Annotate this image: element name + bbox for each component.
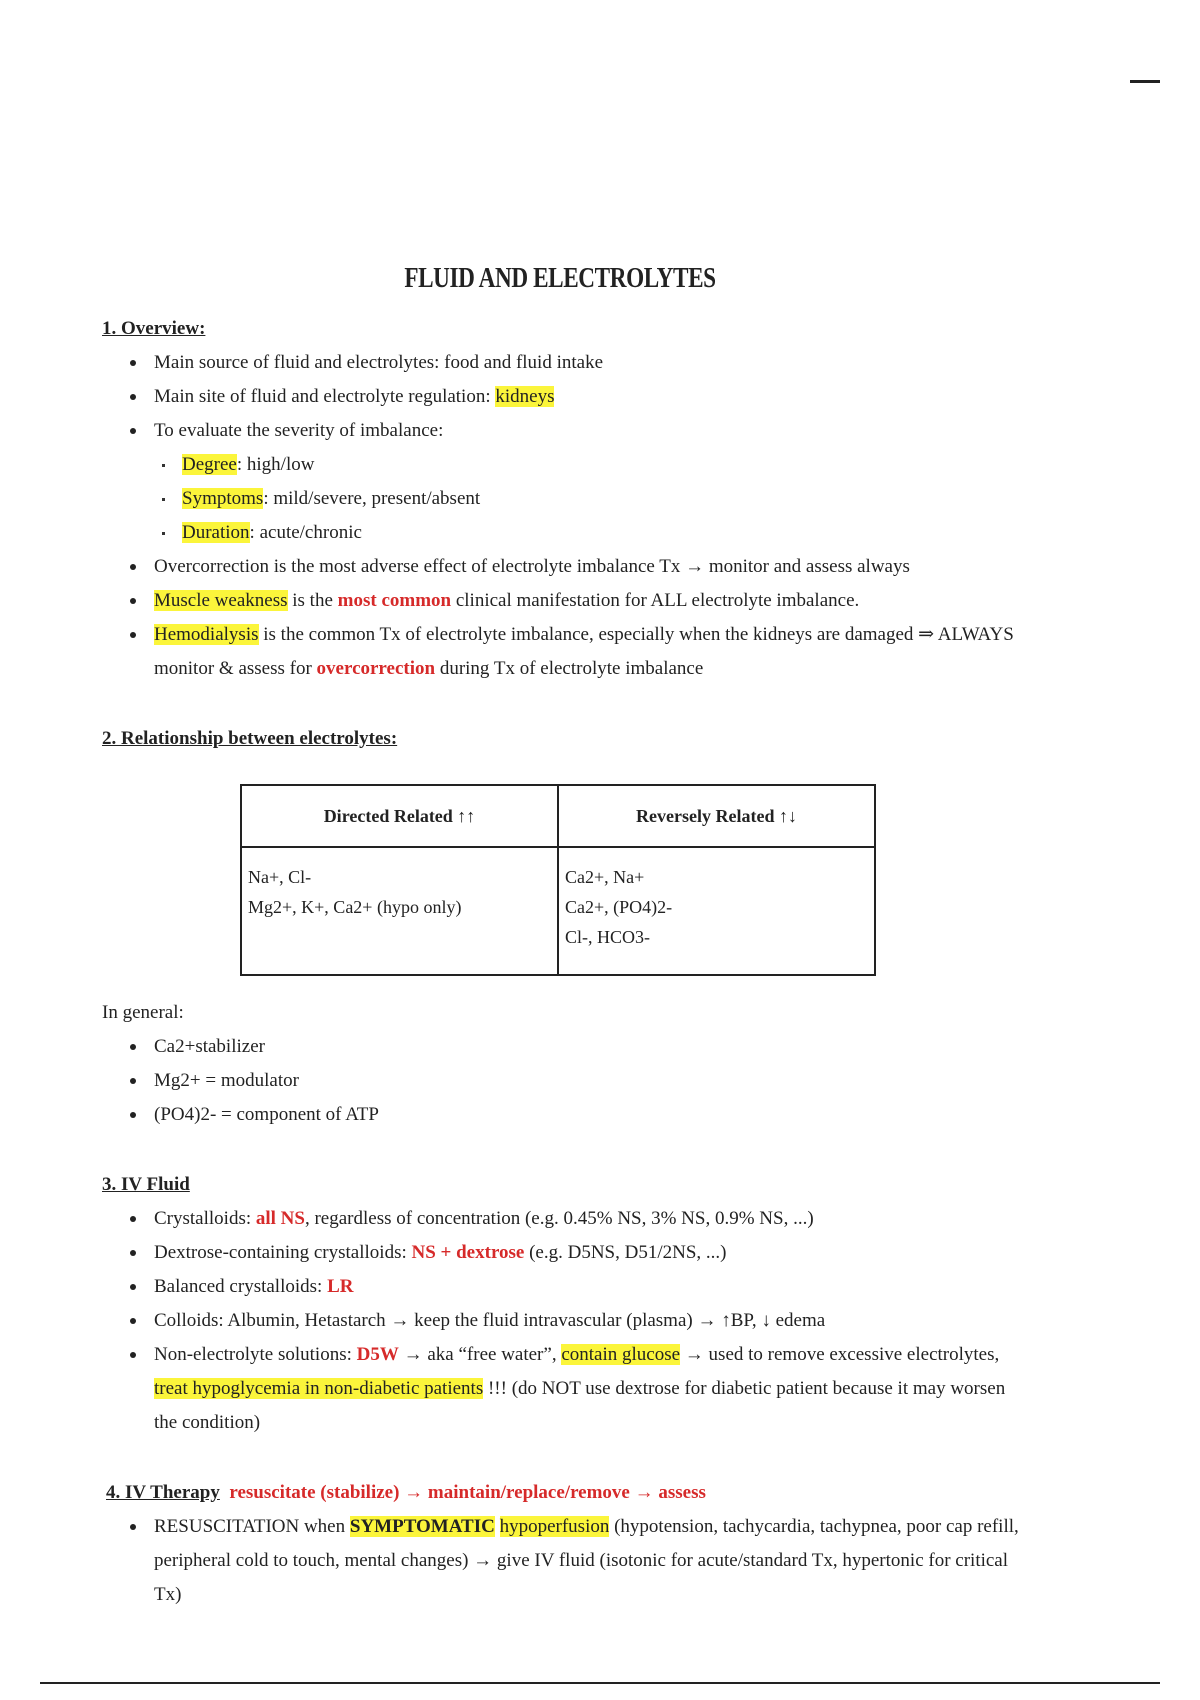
cell-line: Ca2+, (PO4)2- xyxy=(565,897,673,917)
document-body xyxy=(102,312,1032,1612)
table-header-directed: Directed Related ↑↑ xyxy=(241,785,558,847)
list-item: Non-electrolyte solutions: D5W → aka “free water”, contain glucose → used to remove excessive electrolytes, treat hypoglycemia in non-diabetic patients !!! (do NOT use dextrose for diabetic patient because it may worsen the condition) xyxy=(102,1338,1032,1440)
in-general-label: In general: xyxy=(102,1002,184,1023)
highlight: SYMPTOMATIC xyxy=(349,1516,495,1537)
list-item: Main site of fluid and electrolyte regulation: kidneys xyxy=(102,380,1032,414)
highlight: Degree xyxy=(182,454,237,475)
general-list xyxy=(102,1030,1032,1132)
emphasis: LR xyxy=(327,1276,354,1297)
highlight: contain glucose xyxy=(561,1344,681,1365)
highlight: kidneys xyxy=(495,386,555,407)
highlight: Symptoms xyxy=(182,488,264,509)
page-title: FLUID AND ELECTROLYTES xyxy=(404,262,716,294)
list-item: Main source of fluid and electrolytes: food and fluid intake xyxy=(102,346,1032,380)
list-item: Balanced crystalloids: LR xyxy=(102,1270,1032,1304)
list-item: To evaluate the severity of imbalance: xyxy=(102,414,1032,448)
list-item: RESUSCITATION when SYMPTOMATIC hypoperfusion (hypotension, tachycardia, tachypnea, poor cap refill, peripheral cold to touch, mental changes) → give IV fluid (isotonic for acute/standard Tx, hypertonic for critical Tx) xyxy=(102,1510,1032,1612)
sub-list-item: Duration: acute/chronic xyxy=(102,516,1032,550)
cell-line: Ca2+, Na+ xyxy=(565,867,645,887)
table-header-reversely: Reversely Related ↑↓ xyxy=(558,785,875,847)
iv-therapy-list xyxy=(102,1510,1032,1612)
therapy-steps: resuscitate (stabilize) → maintain/replace/remove → assess xyxy=(229,1482,706,1503)
list-item: (PO4)2- = component of ATP xyxy=(102,1098,1032,1132)
list-item: Muscle weakness is the most common clinical manifestation for ALL electrolyte imbalance. xyxy=(102,584,1032,618)
highlight: Duration xyxy=(182,522,250,543)
section-overview-heading: 1. Overview: xyxy=(102,318,206,339)
emphasis: most common xyxy=(337,590,452,611)
top-dash-mark xyxy=(1130,80,1160,83)
relationship-table xyxy=(240,784,876,976)
emphasis: overcorrection xyxy=(316,658,436,679)
list-item: Dextrose-containing crystalloids: NS + dextrose (e.g. D5NS, D51/2NS, ...) xyxy=(102,1236,1032,1270)
list-item: Overcorrection is the most adverse effect of electrolyte imbalance Tx → monitor and assess always xyxy=(102,550,1032,584)
bottom-rule xyxy=(40,1682,1160,1684)
list-item: Mg2+ = modulator xyxy=(102,1064,1032,1098)
list-item: Crystalloids: all NS, regardless of concentration (e.g. 0.45% NS, 3% NS, 0.9% NS, ...) xyxy=(102,1202,1032,1236)
emphasis: D5W xyxy=(356,1344,399,1365)
overview-list xyxy=(102,346,1032,686)
section-iv-therapy-heading: 4. IV Therapy resuscitate (stabilize) → maintain/replace/remove → assess xyxy=(106,1482,706,1503)
highlight: hypoperfusion xyxy=(499,1516,610,1537)
table-cell-directed xyxy=(241,847,558,975)
highlight: Muscle weakness xyxy=(154,590,288,611)
list-item: Colloids: Albumin, Hetastarch → keep the fluid intravascular (plasma) → ↑BP, ↓ edema xyxy=(102,1304,1032,1338)
cell-line: Mg2+, K+, Ca2+ (hypo only) xyxy=(248,897,462,917)
emphasis: NS + dextrose xyxy=(411,1242,525,1263)
iv-fluid-list xyxy=(102,1202,1032,1440)
section-iv-fluid-heading: 3. IV Fluid xyxy=(102,1174,190,1195)
list-item: Ca2+stabilizer xyxy=(102,1030,1032,1064)
sub-list-item: Degree: high/low xyxy=(102,448,1032,482)
table-cell-reversely xyxy=(558,847,875,975)
emphasis: all NS xyxy=(255,1208,305,1229)
section-relationship-heading: 2. Relationship between electrolytes: xyxy=(102,728,398,749)
highlight: Hemodialysis xyxy=(154,624,259,645)
highlight: treat hypoglycemia in non-diabetic patients xyxy=(154,1378,484,1399)
cell-line: Na+, Cl- xyxy=(248,867,312,887)
list-item: Hemodialysis is the common Tx of electrolyte imbalance, especially when the kidneys are damaged ⇒ ALWAYS monitor & assess for overcorrection during Tx of electrolyte imbalance xyxy=(102,618,1032,686)
sub-list-item: Symptoms: mild/severe, present/absent xyxy=(102,482,1032,516)
cell-line: Cl-, HCO3- xyxy=(565,927,650,947)
